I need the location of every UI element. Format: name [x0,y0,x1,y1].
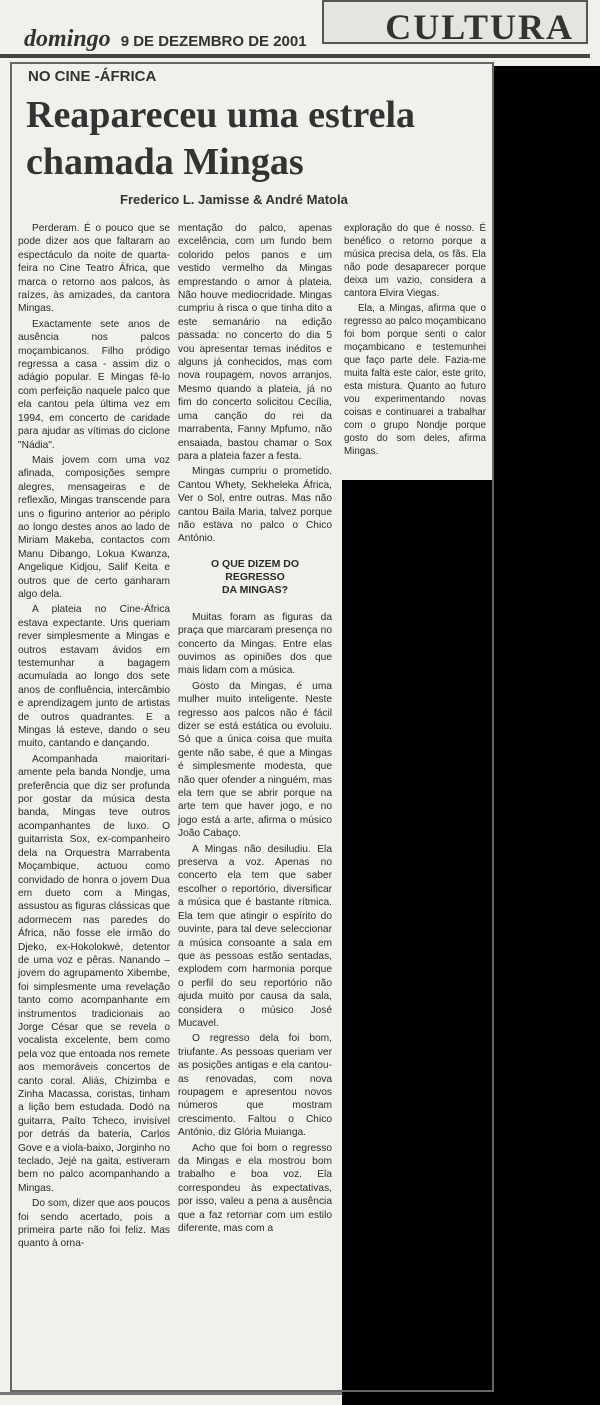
header-rule [0,54,590,58]
subhead-line: DA MINGAS? [221,583,289,596]
bottom-rule [0,1392,342,1395]
publication-date: 9 DE DEZEMBRO DE 2001 [120,33,307,50]
quote-paragraph: O regresso dela foi bom, triufante. As pessoas queriam ver as posições antigas e ela cantou-as renovadas, com nova roupagem e apresentou novos números que mostram crescimento. Faltou o Chico António, diz Glória Muianga. [178,1033,332,1139]
article-kicker: NO CINE -ÁFRICA [28,68,157,85]
paragraph: Do som, dizer que aos poucos foi sendo acertado, pois a primeira parte não foi feliz. Mas quanto à orna- [18,1198,170,1250]
paragraph: Perderam. É o pouco que se pode dizer aos que faltaram ao espectáculo da noite de quarta-feira no Cine Teatro África, que marca o retorno aos palcos, às raízes, às amizades, da cantora Mingas. [18,223,170,315]
article-headline: Reapareceu uma estrela chamada Mingas [26,94,416,183]
article-column-1 [18,222,170,1253]
quote-paragraph: Gosto da Mingas, é uma mulher muito inteligente. Neste regresso aos palcos não é fácil dizer se está estática ou evoluiu. Só que a única coisa que muita gente não sabe, é que a Mingas é simplesmente modesta, que não quer ofender a ninguém, mas ela tem que se abrir porque na arte tem que haver jogo, e no jogo está a arte, afirma o músico João Cabaço. [178,680,332,840]
paragraph: Exactamente sete anos de ausência nos palcos moçambicanos. Filho pródigo regressa a casa - assim diz o adágio popular. E Mingas fê-lo com perfeição naquele palco que ela cantou pela última vez em 1994, em concerto de caridade para ajudar as vítimas do ciclone "Nádia". [18,318,170,451]
publication-name: domingo [24,26,111,52]
paragraph: mentação do palco, apenas excelência, com um fundo bem colorido pelos panos e um vestido vermelho da Mingas emprestando o amor à plateia. Não houve mediocridade. Mingas cumpriu à risca o que tinha dito a este semanário na edição passada: no concerto do dia 5 vou apresentar temas inéditos e alguns já conhecidos, mas com nova roupagem, novos arranjos. Mesmo quando a plateia, já no fim do concerto solicitou Cecília, uma canção do rei da marrabenta, Fanny Mpfumo, não ensaiada, bastou chamar o Sox para a plateia fazer a festa. [178,223,332,462]
subhead-line: O QUE DIZEM DO [210,557,300,570]
paragraph: Mais jovem com uma voz afinada, composições sempre alegres, mensageiras e de reflexão, Mingas transcende para uns o figurino anterior ao périplo ao longo destes anos ao lado de Miriam Makeba, contactos com Manu Dibango, Lokua Kwanza, Angelique Kidjou, Salif Keita e outros que de certo ganharam algo dela. [18,454,170,600]
section-header [322,0,588,47]
paragraph: exploração do que é nosso. É benéfico o retorno porque a música precisa dela, os fãs. Ela não pode desaparecer porque deixa um vazio, considera a cantora Elvira Viegas. [344,223,486,299]
paragraph: Ela, a Mingas, afirma que o regresso ao palco moçambicano foi bom porque senti o calor moçambicano e testemunhei que faço parte dele. Fazia-me muita falta este calor, este grito, esta mistura. Quanto ao futuro vou experimentando novas coisas e continuarei a trabalhar com o grupo Nondje porque gosto do som deles, afirma Mingas. [344,303,486,457]
quote-paragraph: Acho que foi bom o regresso da Mingas e ela mostrou bom trabalho e boa voz. Ela correspondeu às expectativas, por isso, valeu a pena a ausência que a faz retornar com um estilo diferente, mas com a [178,1142,332,1235]
article-byline: Frederico L. Jamisse & André Matola [120,192,348,207]
masthead [24,26,307,53]
paragraph: Acompanhada maioritari-amente pela banda Nondje, uma preferência que diz ser profunda por gostar da música desta banda, Mingas teve outros acompanhantes de luxo. O guitarrista Sox, ex-companheiro dela na Orquestra Marrabenta Moçambique, actuou como convidado de honra o jovem Dua em dueto com a Mingas, assustou as figuras clássicas que adormecem nas paredes do África, não fosse ele irmão do Djeko, ex-Hokolokwè, detentor de uma voz e pêras. Nanando – jovem do agrupamento Xibembe, foi simplesmente uma revelação tanto como acompanhante em instrumentos tradicionais ao Jorge César que se revela o vocalista excelente, bem como pela voz que entoada nos remete aos memoráveis concertos de canto coral. Aliás, Chizimba e Zinha Macassa, coristas, tinham a lição bem estudada. Dodó na guitarra, Paíto Tcheco, invisível por detrás da bateria, Carlos Gove e a viola-baixo, Jorginho no teclado, Jejé na gaita, estiveram bem no palco acompanhando a Mingas. [18,753,170,1194]
paragraph: Mingas cumpriu o prometido. Cantou Whety, Sekheleka África, Ver o Sol, entre outras. Mas não cantou Baila Maria, talvez porque não estava no palco o Chico António. [178,466,332,545]
paragraph: A plateia no Cine-África estava expectante. Uns queriam rever simplesmente a Mingas e outros estavam ávidos em testemunhar a bagagem acumulada ao longo dos sete anos de confluência, intercâmbio e aprendizagem junto de artistas de outros quadrantes. E a Mingas lá esteve, dando o seu muito, cantando e dançando. [18,604,170,750]
section-subhead [178,558,332,597]
article-column-2 [178,222,332,1237]
article-column-3 [344,222,486,460]
section-label: CULTURA [385,7,574,47]
paragraph: Muitas foram as figuras da praça que marcaram presença no concerto da Mingas. Entre elas ouvimos as opiniões dos que mais lidam com a música. [178,611,332,677]
quote-paragraph: A Mingas não desiludiu. Ela preserva a voz. Apenas no concerto ela tem que saber escolher o reportório, diversificar a música que é bastante rítmica. Ela tem que atingir o espírito do ouvinte, para tal deve seleccionar a música consoante a sala em que as pessoas estão sentadas, explodem com harmonia porque o perfil do seu reportório não ajuda muito por causa da sala, considera o músico José Mucavel. [178,843,332,1029]
subhead-line: REGRESSO [225,570,285,583]
